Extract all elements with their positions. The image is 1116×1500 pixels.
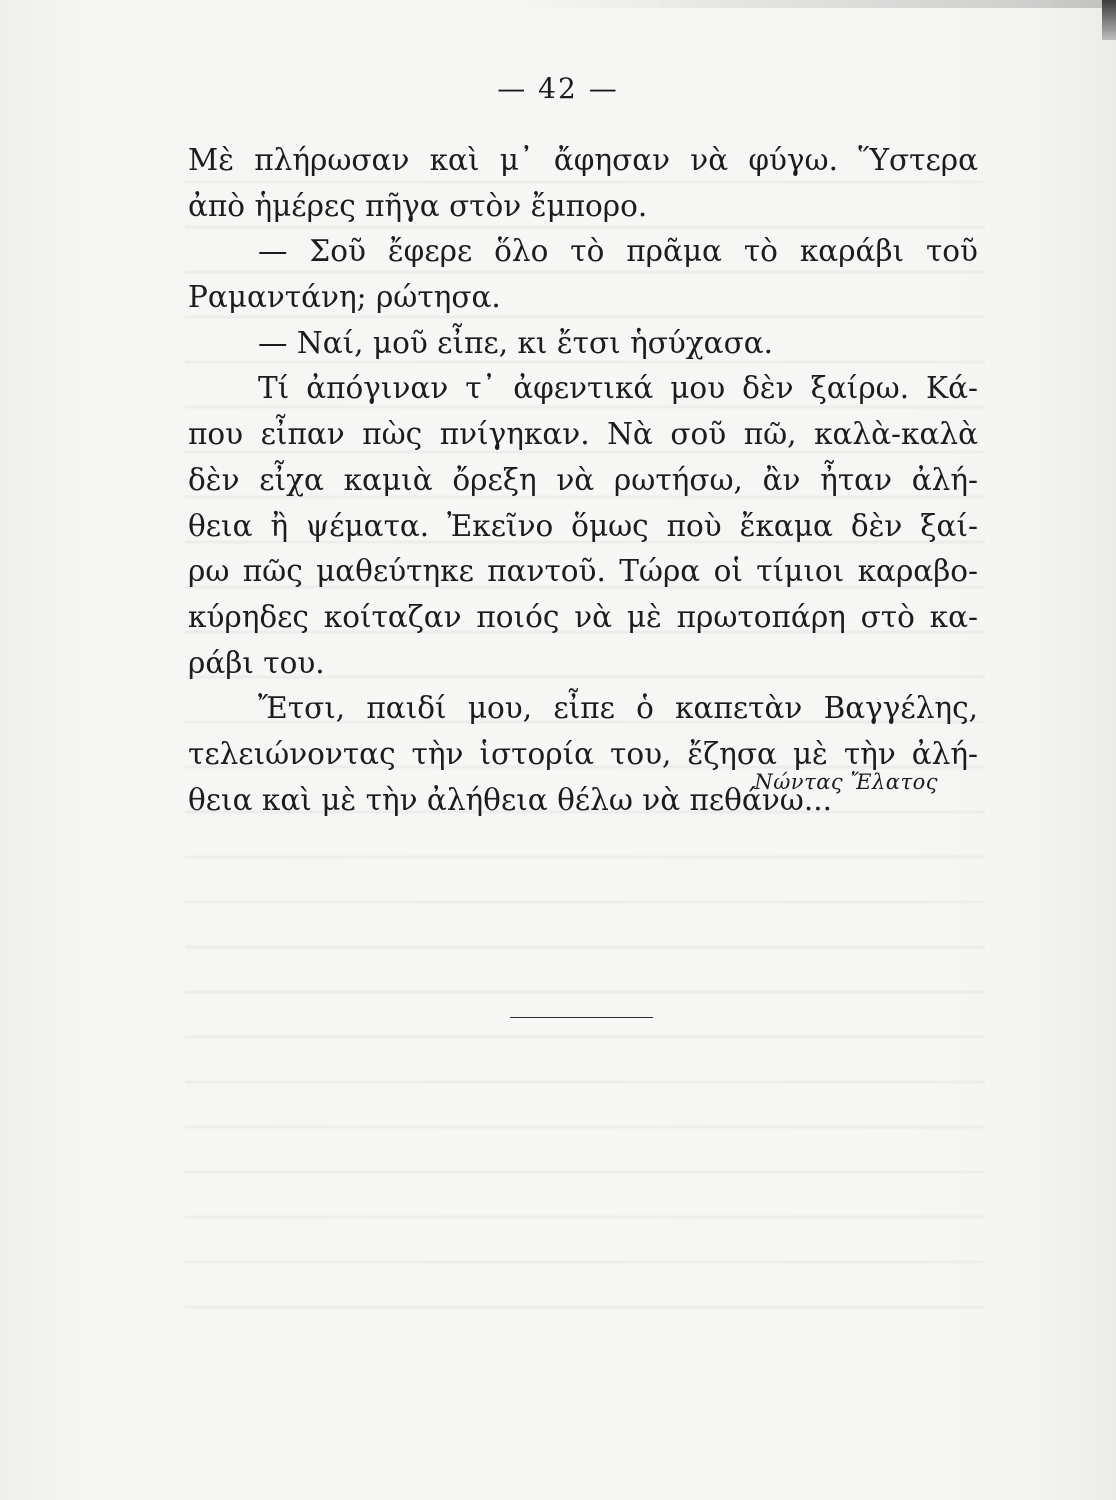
page-number: — 42 —	[497, 72, 619, 105]
text-line: — Σοῦ ἔφερε ὅλο τὸ πρᾶμα τὸ καράβι τοῦ	[258, 234, 978, 269]
author-signature: Νώντας Ἔλατος	[754, 770, 938, 794]
scan-edge-mark	[1102, 0, 1116, 40]
text-line: ράβι του.	[188, 645, 325, 680]
text-line: θεια ἢ ψέματα. Ἐκεῖνο ὅμως ποὺ ἔκαμα δὲν ξαί-	[188, 508, 978, 543]
page-edge-shadow	[500, 0, 1110, 8]
section-divider	[510, 1017, 653, 1018]
story-text	[188, 138, 978, 823]
text-line: δὲν εἶχα καμιὰ ὄρεξη νὰ ρωτήσω, ἂν ἦταν ἀλή-	[188, 462, 978, 497]
text-line: τελειώνοντας τὴν ἱστορία του, ἔζησα μὲ τὴν ἀλή-	[188, 736, 978, 771]
text-line: θεια καὶ μὲ τὴν ἀλήθεια θέλω νὰ πεθάνω...	[188, 782, 832, 817]
text-line: Τί ἀπόγιναν τ᾿ ἀφεντικά μου δὲν ξαίρω. Κά-	[258, 371, 978, 406]
text-line: — Ναί, μοῦ εἶπε, κι ἔτσι ἡσύχασα.	[258, 325, 774, 360]
text-line: ἀπὸ ἡμέρες πῆγα στὸν ἔμπορο.	[188, 188, 648, 223]
text-line: που εἶπαν πὼς πνίγηκαν. Νὰ σοῦ πῶ, καλὰ-καλὰ	[188, 417, 978, 452]
text-line: Ἔτσι, παιδί μου, εἶπε ὁ καπετὰν Βαγγέλης,	[258, 691, 978, 726]
text-line: ρω πῶς μαθεύτηκε παντοῦ. Τώρα οἱ τίμιοι καραβο-	[188, 554, 978, 589]
text-line: κύρηδες κοίταζαν ποιός νὰ μὲ πρωτοπάρη στὸ κα-	[188, 599, 978, 634]
text-line: Ραμαντάνη; ρώτησα.	[188, 280, 501, 315]
text-line: Μὲ πλήρωσαν καὶ μ᾿ ἄφησαν νὰ φύγω. Ὕστερα	[188, 143, 978, 177]
